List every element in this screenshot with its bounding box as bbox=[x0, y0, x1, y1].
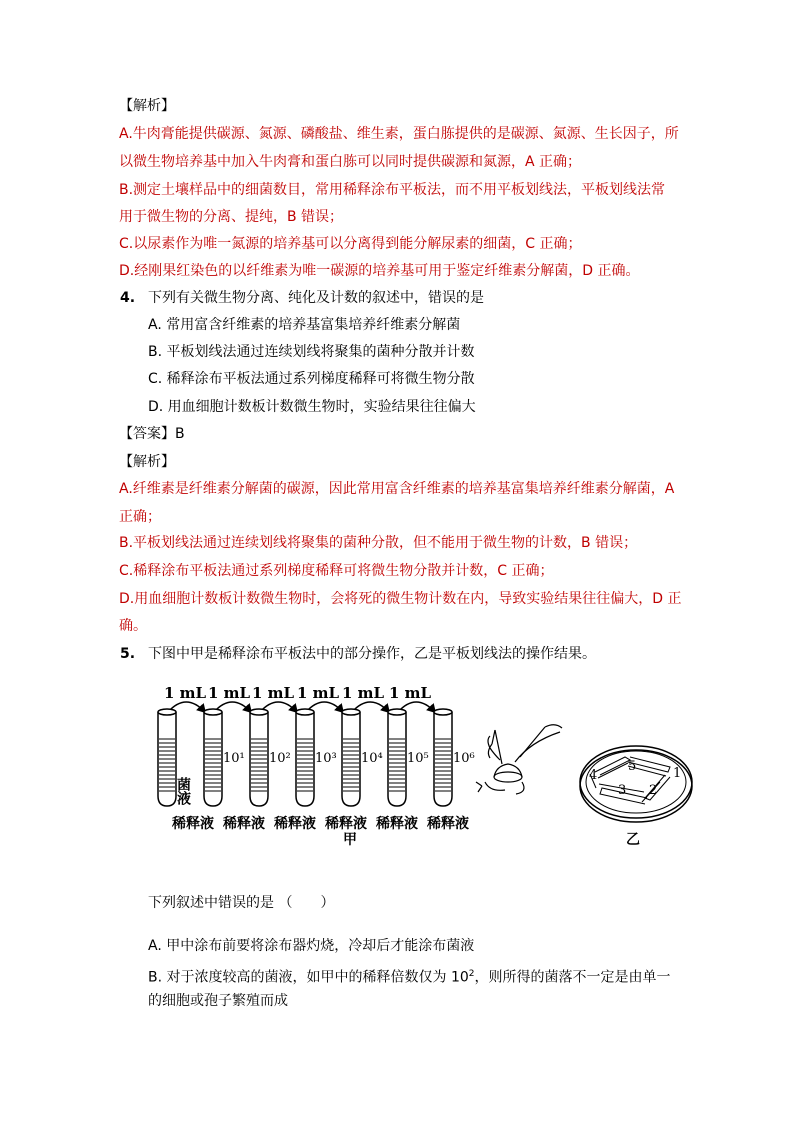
analysis-4-D-line1: D.用血细胞计数板计数微生物时，会将死的微生物计数在内，导致实验结果往往偏大，D 正 bbox=[119, 591, 682, 607]
test-tube-6 bbox=[388, 709, 406, 806]
analysis-1-A-line2: 以微生物培养基中加入牛肉膏和蛋白胨可以同时提供碳源和氮源，A 正确； bbox=[119, 154, 582, 170]
question-5-option-a: A. 甲中涂布前要将涂布器灼烧，冷却后才能涂布菌液 bbox=[148, 938, 475, 954]
test-tube-2 bbox=[204, 709, 222, 806]
analysis-1-D-line1: D.经刚果红染色的以纤维素为唯一碳源的培养基可用于鉴定纤维素分解菌，D 正确。 bbox=[119, 263, 640, 279]
question-4-stem: 下列有关微生物分离、纯化及计数的叙述中，错误的是 bbox=[148, 290, 484, 306]
question-5-stem: 下图中甲是稀释涂布平板法中的部分操作，乙是平板划线法的操作结果。 bbox=[148, 646, 596, 662]
diluent-label-4: 稀释液 bbox=[325, 816, 367, 832]
option-b-exponent: 2 bbox=[468, 969, 475, 979]
answer-tag: 【答案】 bbox=[119, 426, 175, 442]
dilution-label-3: 10³ bbox=[315, 751, 337, 766]
question-5-number: 5. bbox=[120, 646, 136, 662]
transfer-label-5: 1 mL bbox=[342, 684, 385, 702]
spreader-hand-illustration bbox=[476, 725, 562, 794]
yi-label: 乙 bbox=[626, 832, 640, 848]
bacteria-liquid-label: 菌液 bbox=[175, 777, 191, 805]
analysis-tag-2: 【解析】 bbox=[119, 454, 175, 470]
diluent-label-6: 稀释液 bbox=[427, 816, 469, 832]
transfer-label-1: 1 mL bbox=[164, 684, 207, 702]
analysis-tag-1: 【解析】 bbox=[119, 98, 175, 114]
question-5-option-b-line1 bbox=[148, 964, 671, 988]
diluent-label-1: 稀释液 bbox=[172, 816, 214, 832]
plate-region-4: 4 bbox=[589, 768, 598, 783]
analysis-4-A-line1: A.纤维素是纤维素分解菌的碳源，因此常用富含纤维素的培养基富集培养纤维素分解菌，A bbox=[119, 481, 675, 497]
answer-4 bbox=[119, 424, 185, 444]
transfer-label-6: 1 mL bbox=[389, 684, 432, 702]
question-4-option-c: C. 稀释涂布平板法通过系列梯度稀释可将微生物分散 bbox=[148, 371, 475, 387]
analysis-4-C-line1: C.稀释涂布平板法通过系列梯度稀释可将微生物分散并计数，C 正确； bbox=[119, 563, 554, 579]
test-tube-7 bbox=[434, 709, 452, 806]
test-tube-3 bbox=[250, 709, 268, 806]
diluent-label-2: 稀释液 bbox=[223, 816, 265, 832]
test-tube-5 bbox=[342, 709, 360, 806]
test-tube-4 bbox=[296, 709, 314, 806]
question-5-prompt: 下列叙述中错误的是 （ ） bbox=[148, 895, 335, 911]
plate-region-2: 2 bbox=[649, 783, 658, 798]
dilution-label-6: 10⁶ bbox=[453, 751, 475, 766]
petri-dish bbox=[580, 746, 692, 822]
diluent-label-5: 稀释液 bbox=[376, 816, 418, 832]
analysis-4-D-line2: 确。 bbox=[119, 618, 147, 634]
plate-region-3: 3 bbox=[618, 783, 627, 798]
question-5-option-b-line2: 的细胞或孢子繁殖而成 bbox=[148, 993, 288, 1009]
analysis-4-A-line2: 正确； bbox=[119, 509, 161, 525]
transfer-label-4: 1 mL bbox=[297, 684, 340, 702]
plate-region-5: 5 bbox=[628, 759, 637, 774]
figure-svg bbox=[150, 682, 700, 852]
option-b-text-pre: B. 对于浓度较高的菌液，如甲中的稀释倍数仅为 10 bbox=[148, 969, 469, 986]
test-tube-1 bbox=[158, 709, 176, 806]
analysis-1-B-line2: 用于微生物的分离、提纯，B 错误； bbox=[119, 209, 344, 225]
analysis-4-B-line1: B.平板划线法通过连续划线将聚集的菌种分散，但不能用于微生物的计数，B 错误； bbox=[119, 535, 638, 551]
analysis-1-B-line1: B.测定土壤样品中的细菌数目，常用稀释涂布平板法，而不用平板划线法，平板划线法常 bbox=[119, 182, 666, 198]
dilution-label-4: 10⁴ bbox=[361, 751, 383, 766]
answer-value: B bbox=[175, 426, 185, 442]
transfer-label-2: 1 mL bbox=[208, 684, 251, 702]
dilution-label-5: 10⁵ bbox=[407, 751, 429, 766]
option-b-text-post: ，则所得的菌落不一定是由单一 bbox=[474, 969, 671, 986]
dilution-figure bbox=[150, 682, 700, 852]
question-4-option-b: B. 平板划线法通过连续划线将聚集的菌种分散并计数 bbox=[148, 344, 475, 360]
question-4-option-a: A. 常用富含纤维素的培养基富集培养纤维素分解菌 bbox=[148, 317, 461, 333]
dilution-label-2: 10² bbox=[269, 751, 291, 766]
jia-label: 甲 bbox=[343, 832, 357, 848]
question-4-number: 4. bbox=[120, 290, 136, 306]
dilution-label-1: 10¹ bbox=[223, 751, 245, 766]
diluent-label-3: 稀释液 bbox=[274, 816, 316, 832]
plate-region-1: 1 bbox=[673, 766, 682, 781]
question-4-option-d: D. 用血细胞计数板计数微生物时，实验结果往往偏大 bbox=[148, 399, 476, 415]
transfer-label-3: 1 mL bbox=[252, 684, 295, 702]
analysis-1-C-line1: C.以尿素作为唯一氮源的培养基可以分离得到能分解尿素的细菌，C 正确； bbox=[119, 236, 582, 252]
analysis-1-A-line1: A.牛肉膏能提供碳源、氮源、磷酸盐、维生素，蛋白胨提供的是碳源、氮源、生长因子，所 bbox=[119, 126, 679, 142]
